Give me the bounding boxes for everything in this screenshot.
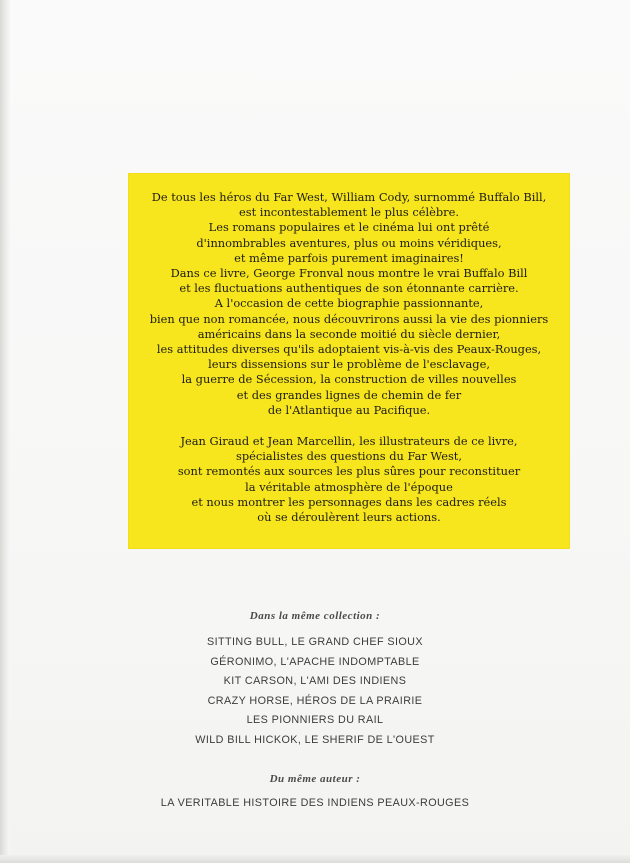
blurb-line: A l'occasion de cette biographie passionnante,	[214, 296, 484, 311]
blurb-line: est incontestablement le plus célèbre.	[239, 205, 459, 220]
blurb-line: américains dans la seconde moitié du siècle dernier,	[197, 326, 501, 341]
blurb-line: Jean Giraud et Jean Marcellin, les illustrateurs de ce livre,	[180, 434, 518, 449]
blurb-line: de l'Atlantique au Pacifique.	[267, 402, 431, 417]
blurb-line: Les romans populaires et le cinéma lui ont prêté	[208, 220, 490, 235]
collection-title: SITTING BULL, LE GRAND CHEF SIOUX	[207, 636, 423, 648]
blurb-line: d'innombrables aventures, plus ou moins véridiques,	[196, 235, 502, 250]
collection-title: WILD BILL HICKOK, LE SHERIF DE L'OUEST	[195, 733, 435, 746]
blurb-line: et les fluctuations authentiques de son étonnante carrière.	[179, 281, 519, 296]
blurb-line: la véritable atmosphère de l'époque	[245, 479, 453, 494]
blurb-text	[128, 190, 570, 525]
blurb-panel	[128, 173, 570, 549]
blurb-line: où se déroulèrent leurs actions.	[257, 510, 441, 525]
collection-list	[0, 633, 630, 750]
blurb-line: et même parfois purement imaginaires!	[234, 250, 464, 265]
collection-title: KIT CARSON, L'AMI DES INDIENS	[223, 675, 407, 687]
blurb-line: De tous les héros du Far West, William Cody, surnommé Buffalo Bill,	[151, 190, 547, 204]
blurb-line: leurs dissensions sur le problème de l'esclavage,	[208, 357, 490, 372]
blurb-line: sont remontés aux sources les plus sûres pour reconstituer	[177, 464, 521, 479]
author-heading: Du même auteur :	[269, 773, 361, 785]
author-title: LA VERITABLE HISTOIRE DES INDIENS PEAUX-ROUGES	[160, 797, 470, 809]
blurb-line: spécialistes des questions du Far West,	[236, 449, 462, 464]
blurb-line: et des grandes lignes de chemin de fer	[236, 387, 462, 402]
collection-title: CRAZY HORSE, HÉROS DE LA PRAIRIE	[207, 694, 423, 707]
blurb-line: et nous montrer les personnages dans les cadres réels	[191, 494, 507, 509]
collection-title: GÉRONIMO, L'APACHE INDOMPTABLE	[210, 655, 420, 668]
blurb-line: les attitudes diverses qu'ils adoptaient vis-à-vis des Peaux-Rouges,	[156, 342, 542, 357]
blurb-line: Dans ce livre, George Fronval nous montre le vrai Buffalo Bill	[170, 266, 528, 281]
paragraph-gap	[128, 418, 570, 434]
blurb-line: la guerre de Sécession, la construction de villes nouvelles	[181, 372, 517, 387]
collection-heading: Dans la même collection :	[249, 610, 381, 622]
page-bottom-edge	[0, 855, 630, 863]
collection-title: LES PIONNIERS DU RAIL	[246, 714, 384, 726]
blurb-line: bien que non romancée, nous découvrirons aussi la vie des pionniers	[149, 311, 549, 326]
